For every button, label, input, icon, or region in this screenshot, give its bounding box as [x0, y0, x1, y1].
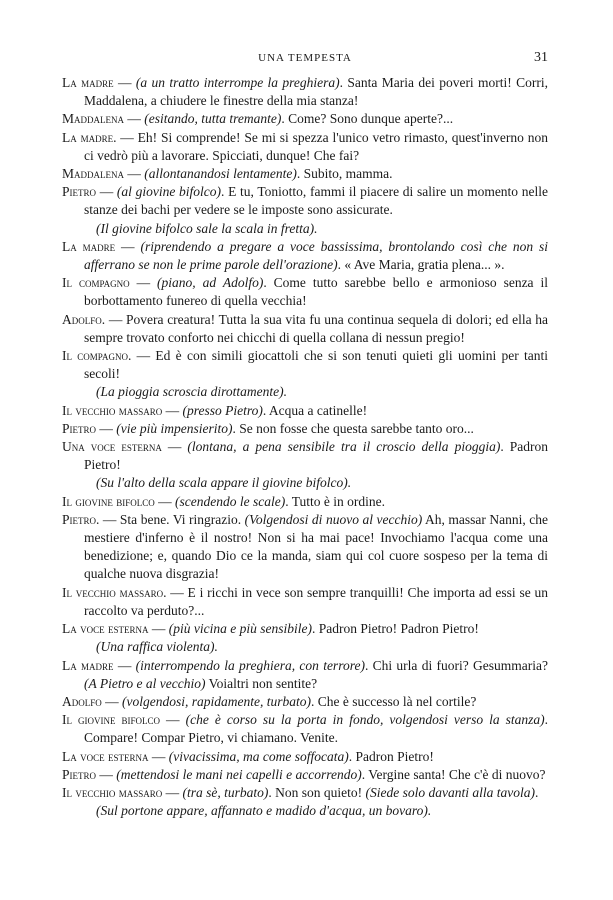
speech-paragraph — [62, 110, 548, 128]
stage-direction — [62, 383, 548, 401]
speaker-name: Pietro — [62, 766, 97, 782]
text-segment: . Non son quieto! — [268, 784, 366, 800]
speech-paragraph — [62, 784, 548, 802]
italic-text: (interrompendo la preghiera, con terrore) — [135, 657, 365, 673]
speech-paragraph — [62, 584, 548, 620]
italic-text: (tra sè, turbato) — [182, 784, 269, 800]
italic-text: (Siede solo davanti alla tavola) — [365, 784, 535, 800]
italic-text: (più vicina e più sensibile) — [168, 621, 312, 637]
italic-text: (vivacissima, ma come soffocata) — [168, 748, 349, 764]
text-segment: . Santa Maria dei poveri morti! Corri, Maddalena, a chiudere le finestre della mia stanza! — [84, 75, 549, 109]
speaker-name: Adolfo. — [62, 311, 106, 327]
text-segment: — — [113, 75, 136, 90]
italic-text: (Sul portone appare, affannato e madido d'acqua, un bovaro) — [96, 803, 428, 819]
text-segment: . Compare! Compar Pietro, vi chiamano. Venite. — [84, 712, 548, 746]
speech-paragraph — [62, 311, 548, 347]
speaker-name: Il compagno. — [62, 348, 132, 364]
text-segment: — — [162, 402, 183, 418]
speaker-name: Maddalena — [62, 111, 124, 127]
text-segment: . — [283, 384, 287, 400]
text-segment: . E tu, Toniotto, fammi il piacere di salire un momento nelle stanze dei bachi per vedere se le imposte sono assicurate. — [84, 184, 548, 218]
italic-text: (scendendo le scale) — [175, 493, 286, 509]
stage-direction — [62, 474, 548, 492]
text-segment: — Povera creatura! Tutta la sua vita fu una continua sequela di dolori; ed ella ha sempre trovato conforto nei chicchi di quella collana di nessun pregio! — [84, 311, 548, 345]
text-segment: . Acqua a catinelle! — [262, 402, 368, 418]
running-title: UNA TEMPESTA — [258, 52, 352, 64]
text-segment: — — [96, 766, 117, 782]
italic-text: (che è corso su la porta in fondo, volgendosi verso la stanza) — [185, 712, 545, 728]
speech-paragraph — [62, 620, 548, 638]
speaker-name: La voce esterna — [62, 748, 149, 764]
speaker-name: Il vecchio massaro — [62, 402, 163, 418]
speaker-name: La voce esterna — [62, 621, 149, 637]
italic-text: (A Pietro e al vecchio) — [84, 675, 206, 691]
text-segment: — — [124, 111, 145, 127]
speaker-name: Il compagno — [62, 275, 130, 291]
text-segment: . Padron Pietro! — [348, 748, 434, 764]
text-segment: . Padron Pietro! Padron Pietro! — [311, 621, 479, 637]
text-segment: . — [314, 220, 318, 236]
text-segment: . Come? Sono dunque aperte?... — [281, 111, 454, 127]
text-segment: — — [124, 166, 145, 182]
speaker-name: Una voce esterna — [62, 439, 162, 455]
text-segment: . Che è successo là nel cortile? — [311, 693, 477, 709]
text-segment: — — [160, 712, 186, 728]
speaker-name: Adolfo — [62, 693, 102, 709]
text-segment: — Sta bene. Vi ringrazio. — [99, 511, 245, 527]
italic-text: (Il giovine bifolco sale la scala in fretta) — [96, 220, 315, 236]
text-segment: . Se non fosse che questa sarebbe tanto oro... — [232, 420, 474, 436]
italic-text: (Su l'alto della scala appare il giovine bifolco) — [96, 475, 348, 491]
italic-text: (Volgendosi di nuovo al vecchio) — [244, 511, 423, 527]
stage-direction — [62, 802, 548, 820]
italic-text: (volgendosi, rapidamente, turbato) — [122, 693, 311, 709]
text-segment: — — [96, 184, 117, 200]
italic-text: (piano, ad Adolfo) — [157, 275, 264, 291]
stage-direction — [62, 638, 548, 656]
speech-paragraph — [62, 657, 548, 693]
text-segment: . Subito, mamma. — [296, 166, 393, 182]
text-segment: — E i ricchi in vece son sempre tranquilli! Che importa ad essi se un raccolto va perduto?... — [84, 584, 548, 618]
text-segment: — — [162, 784, 183, 800]
text-segment: . Padron Pietro! — [84, 439, 549, 473]
text-segment: — — [148, 621, 169, 637]
speaker-name: Pietro — [62, 184, 97, 200]
text-segment: — — [154, 493, 175, 509]
speech-paragraph — [62, 165, 548, 183]
text-segment: . — [427, 803, 432, 819]
text-segment: . — [534, 784, 539, 800]
italic-text: (presso Pietro) — [182, 402, 263, 418]
speech-paragraph — [62, 511, 548, 584]
text-segment: — Eh! Si comprende! Se mi si spezza l'unico vetro rimasto, quest'inverno non ci vedrò più a lavorare. Spicciati, dunque! Che fai? — [84, 129, 548, 163]
speaker-name: La madre — [62, 657, 114, 673]
italic-text: (riprendendo a pregare a voce bassissima, brontolando così che non si afferrano se non le prime parole dell'orazione) — [84, 238, 549, 273]
speech-paragraph — [62, 493, 548, 511]
text-segment: — — [101, 693, 123, 709]
italic-text: (allontanandosi lentamente) — [144, 166, 297, 182]
text-segment: Ah, massar Nanni, che mestiere d'inferno è il nostro! Non si ha mai pace! Invochiamo l'acqua come una benedizione; e, quando Dio ce la manda, siam qui col cuore sospeso per la tema di qualche nuova disgrazia! — [84, 511, 548, 582]
speech-paragraph — [62, 766, 548, 784]
text-segment: — — [96, 420, 117, 436]
speaker-name: Il giovine bifolco — [62, 712, 161, 728]
italic-text: (La pioggia scroscia dirottamente) — [96, 384, 284, 400]
text-segment: Voialtri non sentite? — [205, 675, 318, 691]
speech-paragraph — [62, 129, 548, 165]
speaker-name: La madre — [62, 238, 116, 254]
speech-paragraph — [62, 347, 548, 383]
text-segment: . Chi urla di fuori? Gesummaria? — [364, 657, 548, 673]
page-header — [62, 52, 548, 70]
stage-direction — [62, 220, 548, 238]
italic-text: (esitando, tutta tremante) — [144, 111, 282, 127]
speech-paragraph — [62, 438, 548, 474]
text-segment: — Ed è con simili giocattoli che si son tenuti quieti gli uomini per tanti secoli! — [84, 348, 548, 382]
speaker-name: Il giovine bifolco — [62, 493, 155, 509]
text-segment: . Tutto è in ordine. — [285, 493, 385, 509]
speech-paragraph — [62, 238, 548, 274]
speaker-name: Pietro — [62, 420, 97, 436]
speech-paragraph — [62, 711, 548, 747]
text-segment: . Vergine santa! Che c'è di nuovo? — [361, 766, 546, 782]
speech-paragraph — [62, 693, 548, 711]
text-segment: . — [347, 475, 352, 491]
text-segment: . « Ave Maria, gratia plena... ». — [337, 257, 505, 273]
speaker-name: La madre — [62, 75, 114, 90]
text-segment: — — [129, 275, 158, 291]
italic-text: (al giovine bifolco) — [116, 184, 222, 200]
text-segment: — — [148, 748, 169, 764]
play-text — [62, 74, 548, 820]
italic-text: (Una raffica violenta) — [96, 639, 215, 655]
speech-paragraph — [62, 420, 548, 438]
speech-paragraph — [62, 74, 548, 110]
page-number: 31 — [534, 50, 548, 65]
speaker-name: Il vecchio massaro. — [62, 584, 167, 600]
italic-text: (mettendosi le mani nei capelli e accorrendo) — [116, 766, 362, 782]
speaker-name: Maddalena — [62, 166, 124, 182]
speech-paragraph — [62, 402, 548, 420]
italic-text: (vie più impensierito) — [116, 420, 233, 436]
speech-paragraph — [62, 274, 548, 310]
speech-paragraph — [62, 748, 548, 766]
text-segment: — — [115, 238, 141, 254]
speaker-name: Il vecchio massaro — [62, 784, 163, 800]
speaker-name: La madre. — [62, 129, 117, 145]
text-segment: — — [113, 657, 136, 673]
text-segment: — — [161, 439, 188, 455]
italic-text: (a un tratto interrompe la preghiera) — [135, 75, 340, 90]
speaker-name: Pietro. — [62, 511, 100, 527]
text-segment: . — [214, 639, 218, 655]
speech-paragraph — [62, 183, 548, 219]
italic-text: (lontana, a pena sensibile tra il croscio della pioggia) — [187, 439, 501, 455]
text-segment: . Come tutto sarebbe bello e armonioso senza il borbottamento funereo di quella vecchia! — [84, 275, 549, 309]
